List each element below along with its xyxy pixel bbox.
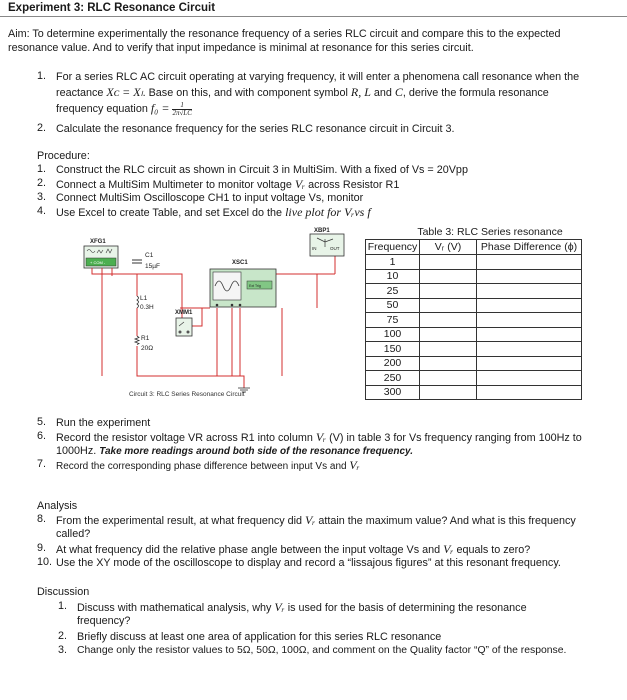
discussion-1-continuation: frequency? xyxy=(77,615,131,627)
question-2-number: 2. xyxy=(37,122,47,134)
analysis-heading: Analysis xyxy=(37,500,78,512)
vr-cell xyxy=(420,255,477,270)
table-row xyxy=(366,371,582,386)
vr-cell xyxy=(420,327,477,342)
inductor-l1[interactable] xyxy=(137,295,154,311)
table-row xyxy=(366,269,582,284)
table-row xyxy=(366,342,582,357)
question-1-line-3: frequency equation f₀ = $\frac{1}{2\pi√LC}$ xyxy=(56,100,192,117)
oscilloscope-xsc1[interactable] xyxy=(210,260,276,307)
aim-line-1: Aim: To determine experimentally the resonance frequency of a series RLC circuit and compare this to the expected xyxy=(8,28,561,40)
frequency-cell: 50 xyxy=(366,298,420,313)
phase-cell xyxy=(477,255,582,270)
discussion-2-text: Briefly discuss at least one area of application for this series RLC resonance xyxy=(77,631,442,643)
phase-cell xyxy=(477,327,582,342)
bode-plotter-label: XBP1 xyxy=(314,228,330,234)
title-divider xyxy=(0,16,627,17)
aim-line-2: resonance value. And to verify that input impedance is minimal at resonance for this series circuit. xyxy=(8,42,474,54)
procedure-heading: Procedure: xyxy=(37,150,90,162)
l1-value: 0.3H xyxy=(140,304,154,311)
phase-cell xyxy=(477,298,582,313)
frequency-cell: 250 xyxy=(366,371,420,386)
multimeter-label: XMM1 xyxy=(175,310,193,316)
l1-label: L1 xyxy=(140,295,148,302)
frequency-cell: 100 xyxy=(366,327,420,342)
circuit-schematic xyxy=(82,226,364,400)
analysis-10-number: 10. xyxy=(37,556,53,568)
analysis-10-text: Use the XY mode of the oscilloscope to display and record a “lissajous figures” at this resonant frequency. xyxy=(56,557,561,569)
c1-value: 15µF xyxy=(145,263,160,270)
phase-cell xyxy=(477,371,582,386)
analysis-8-number: 8. xyxy=(37,513,47,525)
vr-cell xyxy=(420,385,477,400)
bode-plotter-out: OUT xyxy=(330,246,340,251)
phase-cell xyxy=(477,385,582,400)
col-frequency-header: Frequency xyxy=(366,240,420,255)
table-row xyxy=(366,284,582,299)
col-vr-header: Vᵣ (V) xyxy=(420,240,477,255)
capacitor-c1[interactable] xyxy=(132,252,160,270)
discussion-2-number: 2. xyxy=(58,630,68,642)
analysis-8-continuation: called? xyxy=(56,528,91,540)
table-row xyxy=(366,298,582,313)
frequency-cell: 150 xyxy=(366,342,420,357)
question-2-text: Calculate the resonance frequency for the series RLC resonance circuit in Circuit 3. xyxy=(56,123,455,135)
vr-cell xyxy=(420,342,477,357)
step-3-number: 3. xyxy=(37,191,47,203)
table-row xyxy=(366,327,582,342)
step-7-number: 7. xyxy=(37,458,47,470)
oscilloscope-label: XSC1 xyxy=(232,260,248,266)
step-4-text: Use Excel to create Table, and set Excel do the live plot for Vᵣvs f xyxy=(56,205,371,219)
discussion-3-text: Change only the resistor values to 5Ω, 50Ω, 100Ω, and comment on the Quality factor “Q” of the response. xyxy=(77,645,567,656)
oscilloscope-ext-trig: Ext Trig xyxy=(249,284,261,288)
step-6-text: Record the resistor voltage VR across R1 into column Vᵣ (V) in table 3 for Vs frequency ranging from 100Hz to xyxy=(56,430,582,444)
step-6-continuation: 1000Hz. Take more readings around both side of the resonance frequency. xyxy=(56,445,413,457)
frequency-cell: 25 xyxy=(366,284,420,299)
table-row xyxy=(366,255,582,270)
table-row xyxy=(366,385,582,400)
col-phase-header: Phase Difference (ϕ) xyxy=(477,240,582,255)
step-1-text: Construct the RLC circuit as shown in Circuit 3 in MultiSim. With a fixed of Vs = 20Vpp xyxy=(56,164,468,176)
resonance-formula-fraction: $\frac{1}{2\pi√LC}$ xyxy=(172,100,192,117)
function-generator-terminals: + COM - xyxy=(90,260,106,265)
reactance-equation: Xᴄ = Xₗ xyxy=(106,85,143,99)
step-5-text: Run the experiment xyxy=(56,417,151,429)
question-1-number: 1. xyxy=(37,70,47,82)
vr-cell xyxy=(420,269,477,284)
frequency-cell: 1 xyxy=(366,255,420,270)
phase-cell xyxy=(477,313,582,328)
table-row xyxy=(366,313,582,328)
circuit-caption: Circuit 3: RLC Series Resonance Circuit xyxy=(129,391,245,398)
step-2-text: Connect a MultiSim Multimeter to monitor voltage Vᵣ across Resistor R1 xyxy=(56,177,400,191)
analysis-9-number: 9. xyxy=(37,542,47,554)
vr-cell xyxy=(420,371,477,386)
phase-cell xyxy=(477,342,582,357)
function-generator[interactable] xyxy=(84,239,118,268)
step-4-number: 4. xyxy=(37,205,47,217)
table-title: Table 3: RLC Series resonance xyxy=(417,226,563,238)
discussion-heading: Discussion xyxy=(37,586,90,598)
resonance-formula-lhs: f₀ = xyxy=(150,101,173,115)
table-row xyxy=(366,356,582,371)
bode-plotter-in: IN xyxy=(312,246,317,251)
r1-value: 20Ω xyxy=(141,345,154,352)
question-1-line-2: reactance Xᴄ = Xₗ. Base on this, and with component symbol R, L and C, derive the formula resonance xyxy=(56,85,549,99)
r1-label: R1 xyxy=(141,335,150,342)
step-5-number: 5. xyxy=(37,416,47,428)
step-6-number: 6. xyxy=(37,430,47,442)
vr-cell xyxy=(420,356,477,371)
vr-cell xyxy=(420,298,477,313)
discussion-3-number: 3. xyxy=(58,644,68,656)
table-header-row xyxy=(366,240,582,255)
step-1-number: 1. xyxy=(37,163,47,175)
phase-cell xyxy=(477,356,582,371)
step-2-number: 2. xyxy=(37,177,47,189)
frequency-cell: 200 xyxy=(366,356,420,371)
document-title: Experiment 3: RLC Resonance Circuit xyxy=(8,2,216,14)
discussion-1-number: 1. xyxy=(58,600,68,612)
c1-label: C1 xyxy=(145,252,154,259)
phase-cell xyxy=(477,284,582,299)
step-7-text: Record the corresponding phase difference between input Vs and Vᵣ xyxy=(56,458,360,472)
question-1-line-1: For a series RLC AC circuit operating at varying frequency, it will enter a phenomena call resonance when the xyxy=(56,71,580,83)
vr-cell xyxy=(420,313,477,328)
resonance-table xyxy=(365,239,582,400)
frequency-cell: 10 xyxy=(366,269,420,284)
resistor-r1[interactable] xyxy=(135,335,153,352)
analysis-8-text: From the experimental result, at what frequency did Vᵣ attain the maximum value? And what is this frequency xyxy=(56,513,576,527)
discussion-1-text: Discuss with mathematical analysis, why Vᵣ is used for the basis of determining the resonance xyxy=(77,600,527,614)
analysis-9-text: At what frequency did the relative phase angle between the input voltage Vs and Vᵣ equals to zero? xyxy=(56,542,531,556)
bode-plotter-xbp1[interactable] xyxy=(310,228,344,256)
frequency-cell: 75 xyxy=(366,313,420,328)
multimeter-xmm1[interactable] xyxy=(175,310,193,336)
frequency-cell: 300 xyxy=(366,385,420,400)
phase-cell xyxy=(477,269,582,284)
function-generator-label: XFG1 xyxy=(90,239,106,245)
step-3-text: Connect MultiSim Oscilloscope CH1 to input voltage Vs, monitor xyxy=(56,192,364,204)
vr-cell xyxy=(420,284,477,299)
